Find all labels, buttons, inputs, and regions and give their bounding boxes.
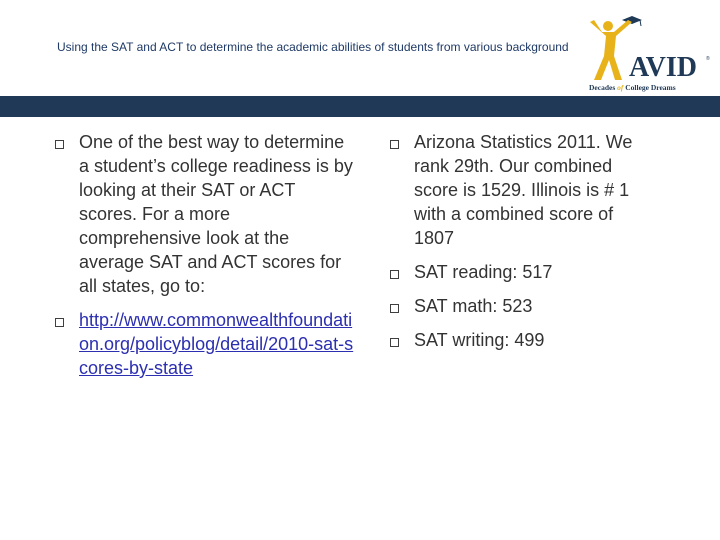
- avid-logo: [584, 14, 710, 94]
- svg-text:®: ®: [706, 56, 710, 62]
- square-bullet-icon: [390, 270, 399, 279]
- figure-head-icon: [603, 21, 613, 31]
- square-bullet-icon: [55, 140, 64, 149]
- list-item: [390, 294, 650, 318]
- bullet-text: SAT reading: 517: [414, 262, 553, 282]
- sat-scores-link[interactable]: http://www.commonwealthfoundation.org/policyblog/detail/2010-sat-scores-by-state: [79, 310, 354, 378]
- logo-tagline-mid: of: [617, 83, 626, 92]
- list-item: [390, 328, 650, 352]
- list-item: [55, 308, 355, 380]
- header-divider-bar: [0, 96, 720, 117]
- svg-text:Decades of College D: [589, 83, 676, 92]
- square-bullet-icon: [55, 318, 64, 327]
- bullet-text: Arizona Statistics 2011. We rank 29th. Our combined score is 1529. Illinois is # 1 with a combined score of 1807: [414, 132, 633, 248]
- left-column: [55, 130, 355, 390]
- logo-tagline-end: College Dreams: [625, 83, 676, 92]
- square-bullet-icon: [390, 140, 399, 149]
- list-item: [55, 130, 355, 298]
- slide-title: Using the SAT and ACT to determine the academic abilities of students from various background: [57, 40, 569, 54]
- list-item: [390, 260, 650, 284]
- list-item: [390, 130, 650, 250]
- right-column: [390, 130, 650, 362]
- logo-tagline-start: Decades: [589, 83, 618, 92]
- bullet-text: One of the best way to determine a student’s college readiness is by looking at their SAT or ACT scores. For a more comprehensive look at the average SAT and ACT scores for all states, go to:: [79, 132, 353, 296]
- logo-wordmark: AVID: [629, 52, 697, 83]
- square-bullet-icon: [390, 304, 399, 313]
- square-bullet-icon: [390, 338, 399, 347]
- bullet-text: SAT math: 523: [414, 296, 533, 316]
- bullet-text: SAT writing: 499: [414, 330, 545, 350]
